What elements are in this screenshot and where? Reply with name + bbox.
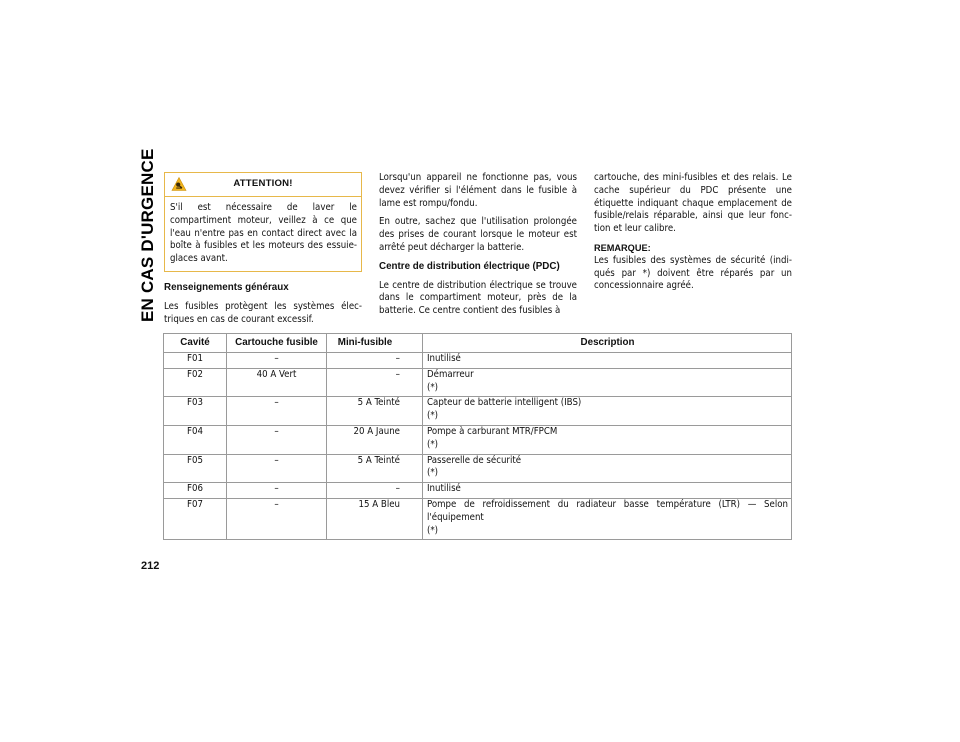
cell-cavite: F03 [164, 397, 227, 426]
description-line: Inutilisé [427, 483, 461, 495]
header-cavite: Cavité [164, 334, 227, 353]
column-3 [594, 172, 792, 299]
table-row [164, 353, 792, 369]
description-line: Démarreur [427, 368, 474, 380]
cell-description [423, 353, 792, 369]
cell-cartouche: – [227, 425, 327, 454]
header-mini-fusible: Mini-fusible [327, 334, 423, 353]
pdc-heading: Centre de distribution électrique (PDC) [379, 260, 560, 272]
column2-paragraph-1: Lorsqu'un appareil ne fonctionne pas, vous devez vérifier si l'élément dans le fusible à lame est rompu/fondu. [379, 172, 577, 209]
description-line: Pompe de refroidissement du radiateur basse température (LTR) — Selon l'équipement [427, 498, 788, 523]
cell-description [423, 454, 792, 483]
cell-mini-fusible: 20 A Jaune [327, 425, 423, 454]
header-cartouche: Cartouche fusible [227, 334, 327, 353]
fuse-table [163, 333, 792, 540]
table-row [164, 425, 792, 454]
page-number: 212 [141, 560, 160, 572]
cell-description [423, 368, 792, 397]
cell-cavite: F07 [164, 498, 227, 539]
cell-cartouche: – [227, 397, 327, 426]
cell-cavite: F01 [164, 353, 227, 369]
description-line: (*) [427, 524, 439, 536]
table-row [164, 483, 792, 499]
remark-text: Les fusibles des systèmes de sécurité (indi- qués par *) doivent être réparés par un concessionnaire agréé. [594, 254, 792, 292]
cell-cavite: F05 [164, 454, 227, 483]
cell-cavite: F04 [164, 425, 227, 454]
fuse-table-body [164, 353, 792, 540]
column2-paragraph-2: En outre, sachez que l'utilisation prolongée des prises de courant lorsque le moteur est arrêté peut décharger la batterie. [379, 216, 577, 253]
description-line: (*) [427, 410, 439, 422]
table-row [164, 397, 792, 426]
cell-description [423, 397, 792, 426]
section-side-title: EN CAS D'URGENCE [138, 148, 157, 322]
description-line: Passerelle de sécurité [427, 454, 522, 466]
table-header-row [164, 334, 792, 353]
cell-mini-fusible: 5 A Teinté [327, 397, 423, 426]
cell-mini-fusible: – [327, 483, 423, 499]
warning-text: S'il est nécessaire de laver le compartiment moteur, veillez à ce que l'eau n'entre pas en contact direct avec la boîte à fusibles et les moteurs des essuie-glaces avant. [170, 202, 357, 265]
cell-cartouche: – [227, 483, 327, 499]
cell-cartouche: – [227, 353, 327, 369]
warning-box [164, 172, 362, 272]
cell-cartouche: – [227, 454, 327, 483]
cell-cavite: F06 [164, 483, 227, 499]
cell-description [423, 498, 792, 539]
general-info-paragraph: Les fusibles protègent les systèmes élec- triques en cas de courant excessif. [164, 300, 362, 325]
cell-mini-fusible: – [327, 353, 423, 369]
cell-description [423, 425, 792, 454]
warning-icon [171, 176, 187, 192]
cell-mini-fusible: 15 A Bleu [327, 498, 423, 539]
description-line: (*) [427, 381, 439, 393]
cell-mini-fusible: – [327, 368, 423, 397]
column-1 [164, 172, 362, 332]
column3-paragraph-1: cartouche, des mini-fusibles et des relais. Le cache supérieur du PDC présente une étiquette indiquant chaque emplacement de fusible/relais réparable, ainsi que leur fonc- tion et leur calibre. [594, 172, 792, 235]
cell-cartouche: 40 A Vert [227, 368, 327, 397]
description-line: (*) [427, 438, 439, 450]
general-info-heading: Renseignements généraux [164, 281, 289, 293]
table-row [164, 454, 792, 483]
column-2 [379, 172, 577, 324]
header-description: Description [423, 334, 792, 353]
table-row [164, 498, 792, 539]
remark-label: REMARQUE: [594, 242, 651, 253]
warning-title: ATTENTION! [233, 178, 293, 190]
cell-description [423, 483, 792, 499]
table-row [164, 368, 792, 397]
column2-paragraph-3: Le centre de distribution électrique se trouve dans le compartiment moteur, près de la batterie. Ce centre contient des fusibles à [379, 279, 577, 317]
description-line: (*) [427, 467, 439, 479]
cell-mini-fusible: 5 A Teinté [327, 454, 423, 483]
description-line: Capteur de batterie intelligent (IBS) [427, 397, 582, 409]
cell-cavite: F02 [164, 368, 227, 397]
description-line: Pompe à carburant MTR/FPCM [427, 425, 558, 437]
cell-cartouche: – [227, 498, 327, 539]
description-line: Inutilisé [427, 353, 461, 364]
warning-header [165, 173, 361, 197]
